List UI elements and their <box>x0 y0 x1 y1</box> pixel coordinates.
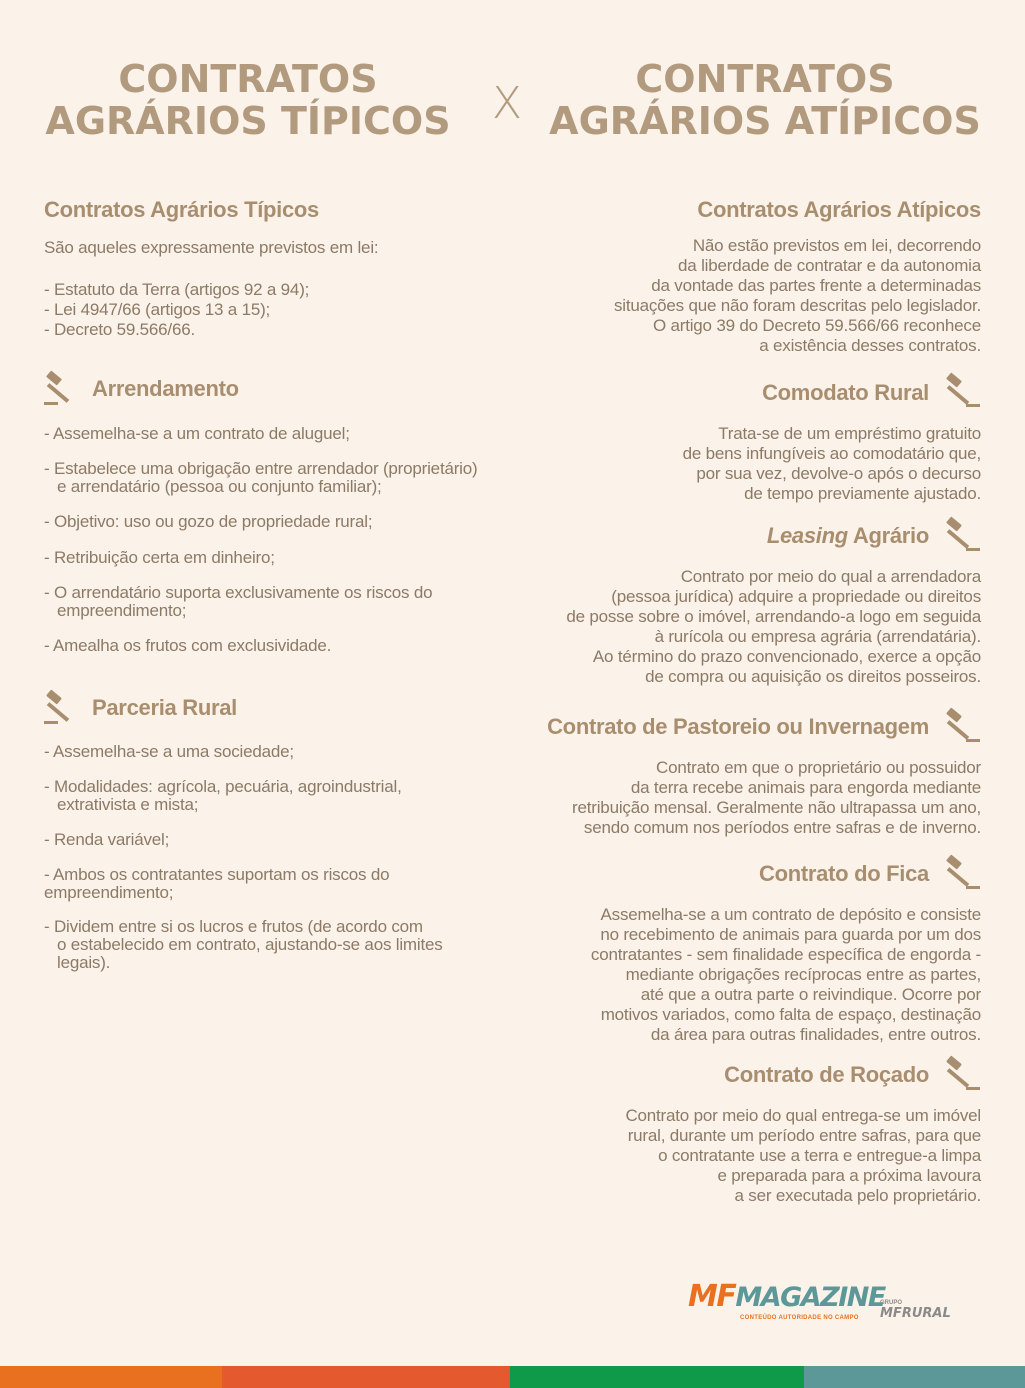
laws-list <box>44 280 309 340</box>
list-item: - Renda variável; <box>44 830 170 849</box>
law-item: - Estatuto da Terra (artigos 92 a 94); <box>44 280 310 299</box>
text-line: da área para outras finalidades, entre outros. <box>650 1025 981 1044</box>
text-line: mediante obrigações recíprocas entre as partes, <box>625 965 981 984</box>
list-item: empreendimento; <box>44 883 174 902</box>
arrendamento-title: Arrendamento <box>92 376 239 401</box>
logo-magazine: MAGAZINE <box>735 1282 885 1313</box>
text-line: retribuição mensal. Geralmente não ultrapassa um ano, <box>572 798 981 817</box>
typical-contracts-title: Contratos Agrários Típicos <box>44 197 319 222</box>
text-line: Ao término do prazo convencionado, exerce a opção <box>592 647 981 666</box>
text-line: a existência desses contratos. <box>759 336 981 355</box>
pastoreio-text <box>511 758 981 838</box>
list-item: - O arrendatário suporta exclusivamente os riscos do <box>44 583 433 602</box>
pastoreio-title: Contrato de Pastoreio ou Invernagem <box>547 714 929 739</box>
list-item: - Dividem entre si os lucros e frutos (de acordo com <box>44 917 423 936</box>
left-heading-line1: CONTRATOS <box>118 57 378 101</box>
text-line: de bens infungíveis ao comodatário que, <box>682 444 981 463</box>
text-line: Contrato por meio do qual entrega-se um imóvel <box>625 1106 981 1125</box>
text-line: até que a outra parte o reivindique. Ocorre por <box>640 985 981 1004</box>
list-item: empreendimento; <box>57 601 187 620</box>
list-item: extrativista e mista; <box>57 795 199 814</box>
list-item: - Estabelece uma obrigação entre arrendador (proprietário) <box>44 459 478 478</box>
text-line: rural, durante um período entre safras, para que <box>627 1126 981 1145</box>
leasing-title-italic: Leasing <box>766 523 848 548</box>
right-heading-line1: CONTRATOS <box>635 57 895 101</box>
atypical-contracts-title: Contratos Agrários Atípicos <box>697 197 981 222</box>
text-line: por sua vez, devolve-o após o decurso <box>696 464 981 483</box>
list-item: - Modalidades: agrícola, pecuária, agroindustrial, <box>44 777 402 796</box>
list-item: legais). <box>57 953 111 972</box>
text-line: de tempo previamente ajustado. <box>744 484 981 503</box>
mf-rural-logo <box>880 1300 951 1321</box>
text-line: Trata-se de um empréstimo gratuito <box>718 424 981 443</box>
text-line: e preparada para a próxima lavoura <box>717 1166 981 1185</box>
text-line: motivos variados, como falta de espaço, destinação <box>600 1005 981 1024</box>
comodato-text <box>511 424 981 504</box>
text-line: da liberdade de contratar e da autonomia <box>678 256 981 275</box>
parceria-list <box>44 742 443 972</box>
gavel-icon <box>942 514 982 554</box>
left-heading-line2: AGRÁRIOS TÍPICOS <box>45 99 451 143</box>
list-item: - Objetivo: uso ou gozo de propriedade rural; <box>44 512 373 531</box>
leasing-title <box>767 523 929 549</box>
logo-grupo: GRUPO <box>880 1300 903 1306</box>
logo-tagline: CONTEÚDO AUTORIDADE NO CAMPO <box>740 1315 859 1321</box>
right-heading-line2: AGRÁRIOS ATÍPICOS <box>549 99 981 143</box>
bottom-bar-red <box>222 1366 510 1388</box>
fica-text <box>511 905 981 1045</box>
text-line: o contratante use a terra e entregue-a limpa <box>658 1146 981 1165</box>
list-item: o estabelecido em contrato, ajustando-se aos limites <box>57 935 443 954</box>
list-item: e arrendatário (pessoa ou conjunto familiar); <box>57 477 382 496</box>
text-line: de posse sobre o imóvel, arrendando-a logo em seguida <box>566 607 981 626</box>
typical-intro-text: São aqueles expressamente previstos em lei: <box>44 238 379 257</box>
text-line: Assemelha-se a um contrato de depósito e consiste <box>600 905 981 924</box>
gavel-icon <box>942 705 982 745</box>
gavel-icon <box>42 687 82 727</box>
leasing-title-rest: Agrário <box>847 523 929 548</box>
list-item: - Assemelha-se a uma sociedade; <box>44 742 294 761</box>
list-item: - Ambos os contratantes suportam os riscos do <box>44 865 390 884</box>
text-line: sendo comum nos períodos entre safras e de inverno. <box>583 818 981 837</box>
bottom-bar-teal <box>804 1366 1025 1388</box>
left-heading <box>38 58 458 142</box>
parceria-title: Parceria Rural <box>92 695 237 720</box>
text-line: Não estão previstos em lei, decorrendo <box>692 236 981 255</box>
versus-separator: X <box>491 78 523 129</box>
gavel-icon <box>942 852 982 892</box>
rocado-title: Contrato de Roçado <box>724 1062 929 1087</box>
logo-mf: MF <box>688 1279 736 1314</box>
right-heading <box>540 58 990 142</box>
text-line: a ser executada pelo proprietário. <box>734 1186 981 1205</box>
leasing-text <box>501 567 981 687</box>
text-line: O artigo 39 do Decreto 59.566/66 reconhece <box>652 316 981 335</box>
fica-title: Contrato do Fica <box>759 861 929 886</box>
text-line: no recebimento de animais para guarda por um dos <box>600 925 981 944</box>
text-line: situações que não foram descritas pelo legislador. <box>613 296 981 315</box>
bottom-bar-orange <box>0 1366 222 1388</box>
text-line: de compra ou aquisição os direitos posseiros. <box>645 667 981 686</box>
text-line: Contrato por meio do qual a arrendadora <box>680 567 981 586</box>
text-line: Contrato em que o proprietário ou possuidor <box>656 758 981 777</box>
logo-mfrural: MFRURAL <box>880 1306 951 1321</box>
text-line: contratantes - sem finalidade específica de engorda - <box>590 945 981 964</box>
law-item: - Decreto 59.566/66. <box>44 320 195 339</box>
list-item: - Amealha os frutos com exclusividade. <box>44 636 332 655</box>
text-line: à rurícola ou empresa agrária (arrendatária). <box>654 627 981 646</box>
list-item: - Assemelha-se a um contrato de aluguel; <box>44 424 350 443</box>
list-item: - Retribuição certa em dinheiro; <box>44 548 275 567</box>
gavel-icon <box>942 1053 982 1093</box>
text-line: da terra recebe animais para engorda mediante <box>630 778 981 797</box>
bottom-bar-green <box>510 1366 804 1388</box>
law-item: - Lei 4947/66 (artigos 13 a 15); <box>44 300 271 319</box>
gavel-icon <box>942 370 982 410</box>
rocado-text <box>511 1106 981 1206</box>
comodato-title: Comodato Rural <box>762 380 929 405</box>
atypical-intro-text <box>511 236 981 356</box>
text-line: da vontade das partes frente a determinadas <box>651 276 981 295</box>
gavel-icon <box>42 368 82 408</box>
arrendamento-list <box>44 424 477 656</box>
mf-magazine-logo <box>688 1279 885 1321</box>
text-line: (pessoa jurídica) adquire a propriedade ou direitos <box>611 587 981 606</box>
